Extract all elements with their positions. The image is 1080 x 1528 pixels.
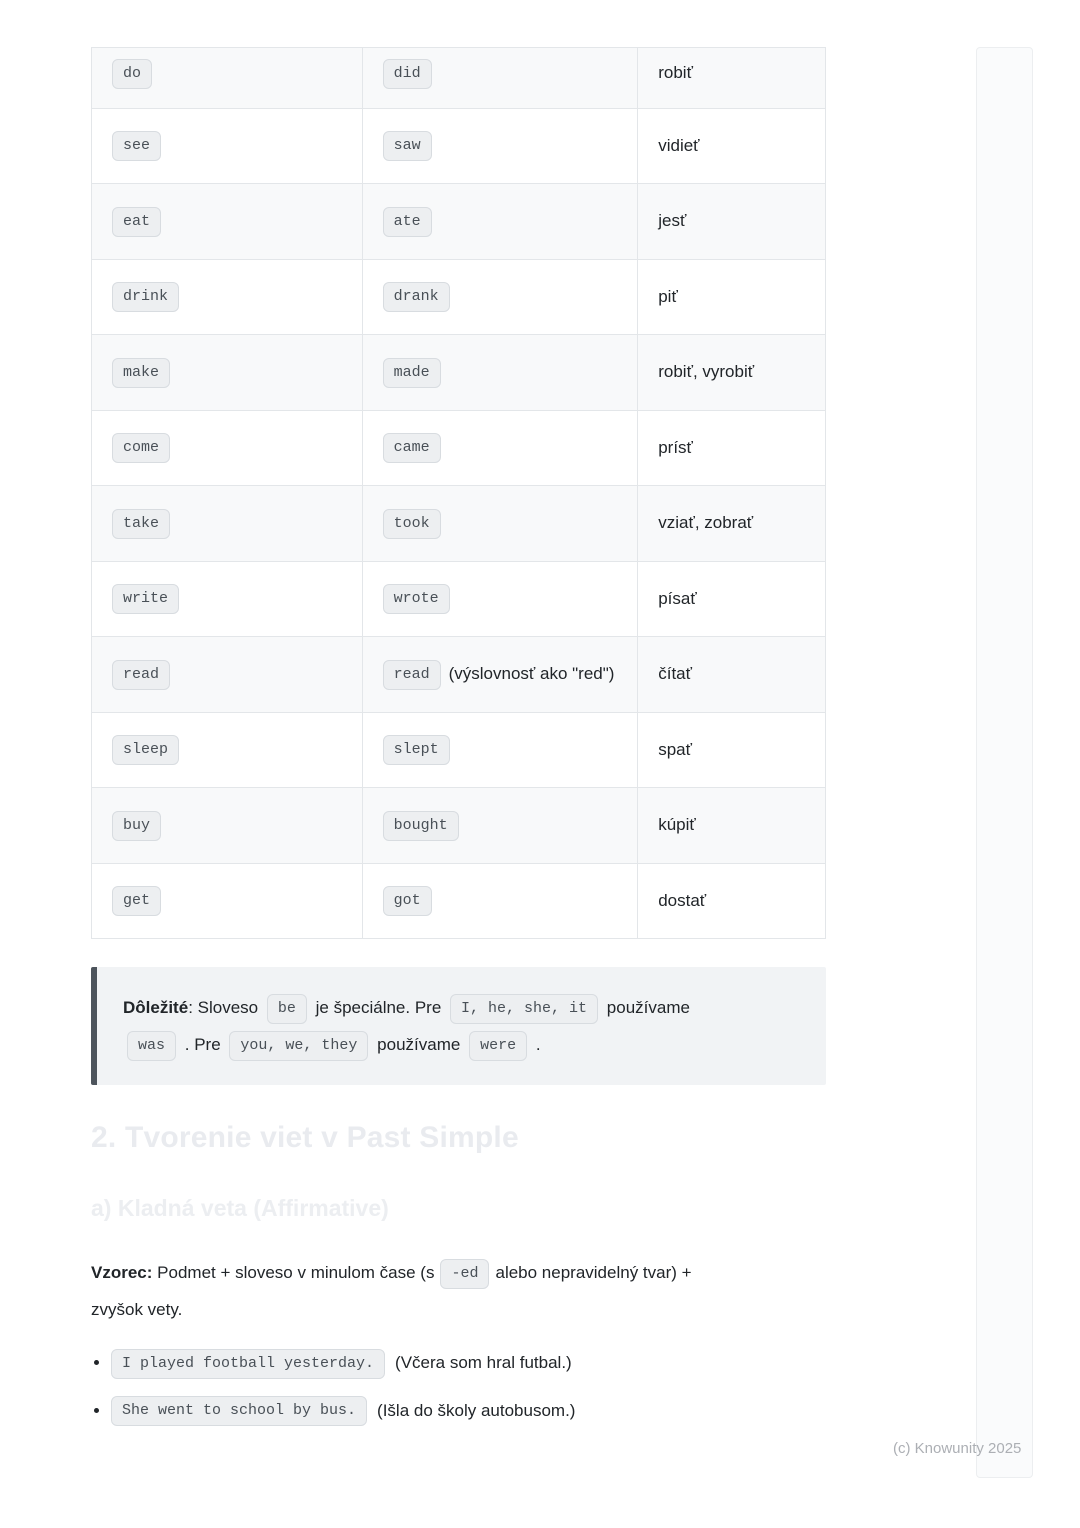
past-form-cell: [362, 108, 638, 184]
past-form-cell: [362, 184, 638, 260]
code-chip: eat: [112, 207, 161, 237]
code-chip: I played football yesterday.: [111, 1349, 385, 1379]
code-chip: -ed: [440, 1259, 489, 1289]
past-form-cell: [362, 259, 638, 335]
example-list: [91, 1348, 826, 1426]
code-chip: you, we, they: [229, 1031, 368, 1061]
code-chip: did: [383, 59, 432, 89]
formula-text: Podmet + sloveso v minulom čase (s: [157, 1263, 435, 1283]
table-row: [92, 486, 826, 562]
formula-text: alebo nepravidelný tvar) +: [495, 1263, 692, 1283]
meaning-cell: jesť: [638, 184, 826, 260]
meaning-cell: kúpiť: [638, 788, 826, 864]
example-translation: (Išla do školy autobusom.): [377, 1400, 576, 1420]
code-chip: drank: [383, 282, 450, 312]
code-chip: She went to school by bus.: [111, 1396, 367, 1426]
code-chip: bought: [383, 811, 459, 841]
callout-text: je špeciálne. Pre: [315, 998, 442, 1018]
base-verb-cell: [92, 410, 363, 486]
code-chip: wrote: [383, 584, 450, 614]
base-verb-cell: [92, 259, 363, 335]
code-chip: saw: [383, 131, 432, 161]
table-row: [92, 259, 826, 335]
code-chip: I, he, she, it: [450, 994, 598, 1024]
base-verb-cell: [92, 335, 363, 411]
meaning-cell: piť: [638, 259, 826, 335]
past-form-cell: [362, 863, 638, 939]
table-row: [92, 410, 826, 486]
table-row: [92, 335, 826, 411]
irregular-verbs-table: [91, 47, 826, 939]
code-chip: ate: [383, 207, 432, 237]
code-chip: get: [112, 886, 161, 916]
base-verb-cell: [92, 561, 363, 637]
base-verb-cell: [92, 184, 363, 260]
code-chip: were: [469, 1031, 527, 1061]
meaning-cell: písať: [638, 561, 826, 637]
copyright-text: (c) Knowunity 2025: [893, 1440, 1022, 1457]
next-page-edge: [976, 47, 1033, 1478]
subsection-heading-locked: a) Kladná veta (Affirmative): [91, 1195, 389, 1222]
meaning-cell: čítať: [638, 637, 826, 713]
past-form-cell: [362, 335, 638, 411]
code-chip: came: [383, 433, 441, 463]
code-chip: buy: [112, 811, 161, 841]
example-translation: (Včera som hral futbal.): [395, 1353, 572, 1373]
code-chip: read: [383, 660, 441, 690]
code-chip: made: [383, 358, 441, 388]
code-chip: sleep: [112, 735, 179, 765]
callout-label: Dôležité: [123, 998, 189, 1018]
code-chip: do: [112, 59, 152, 89]
code-chip: read: [112, 660, 170, 690]
document-content: [91, 47, 826, 1443]
table-row: [92, 561, 826, 637]
formula-text: zvyšok vety.: [91, 1300, 183, 1320]
formula-paragraph: [91, 1254, 826, 1328]
table-row: [92, 863, 826, 939]
list-item: [111, 1348, 826, 1379]
past-form-cell: [362, 48, 638, 109]
callout-text: .: [535, 1035, 541, 1055]
code-chip: was: [127, 1031, 176, 1061]
table-row: [92, 712, 826, 788]
base-verb-cell: [92, 486, 363, 562]
important-callout: [91, 967, 826, 1085]
base-verb-cell: [92, 863, 363, 939]
base-verb-cell: [92, 48, 363, 109]
code-chip: drink: [112, 282, 179, 312]
meaning-cell: vidieť: [638, 108, 826, 184]
past-form-cell: [362, 788, 638, 864]
table-row: [92, 48, 826, 109]
past-form-cell: [362, 486, 638, 562]
table-row: [92, 788, 826, 864]
callout-text: používame: [377, 1035, 461, 1055]
past-form-cell: [362, 712, 638, 788]
base-verb-cell: [92, 788, 363, 864]
code-chip: come: [112, 433, 170, 463]
code-chip: make: [112, 358, 170, 388]
code-chip: got: [383, 886, 432, 916]
meaning-cell: spať: [638, 712, 826, 788]
past-form-cell: [362, 637, 638, 713]
callout-line: [123, 998, 690, 1017]
past-form-cell: [362, 561, 638, 637]
table-row: [92, 637, 826, 713]
callout-text: používame: [606, 998, 690, 1018]
callout-text: . Pre: [184, 1035, 221, 1055]
meaning-cell: dostať: [638, 863, 826, 939]
meaning-cell: robiť: [638, 48, 826, 109]
meaning-cell: prísť: [638, 410, 826, 486]
base-verb-cell: [92, 712, 363, 788]
formula-label: Vzorec:: [91, 1263, 153, 1283]
base-verb-cell: [92, 637, 363, 713]
code-chip: write: [112, 584, 179, 614]
meaning-cell: robiť, vyrobiť: [638, 335, 826, 411]
code-chip: slept: [383, 735, 450, 765]
table-row: [92, 184, 826, 260]
code-chip: take: [112, 509, 170, 539]
meaning-cell: vziať, zobrať: [638, 486, 826, 562]
code-chip: see: [112, 131, 161, 161]
code-chip: took: [383, 509, 441, 539]
past-form-cell: [362, 410, 638, 486]
pronunciation-note: (výslovnosť ako "red"): [448, 664, 615, 684]
base-verb-cell: [92, 108, 363, 184]
code-chip: be: [267, 994, 307, 1024]
callout-text: : Sloveso: [188, 998, 259, 1018]
list-item: [111, 1396, 826, 1427]
table-row: [92, 108, 826, 184]
callout-line: [123, 1035, 541, 1054]
section-heading-locked: 2. Tvorenie viet v Past Simple: [91, 1121, 519, 1155]
